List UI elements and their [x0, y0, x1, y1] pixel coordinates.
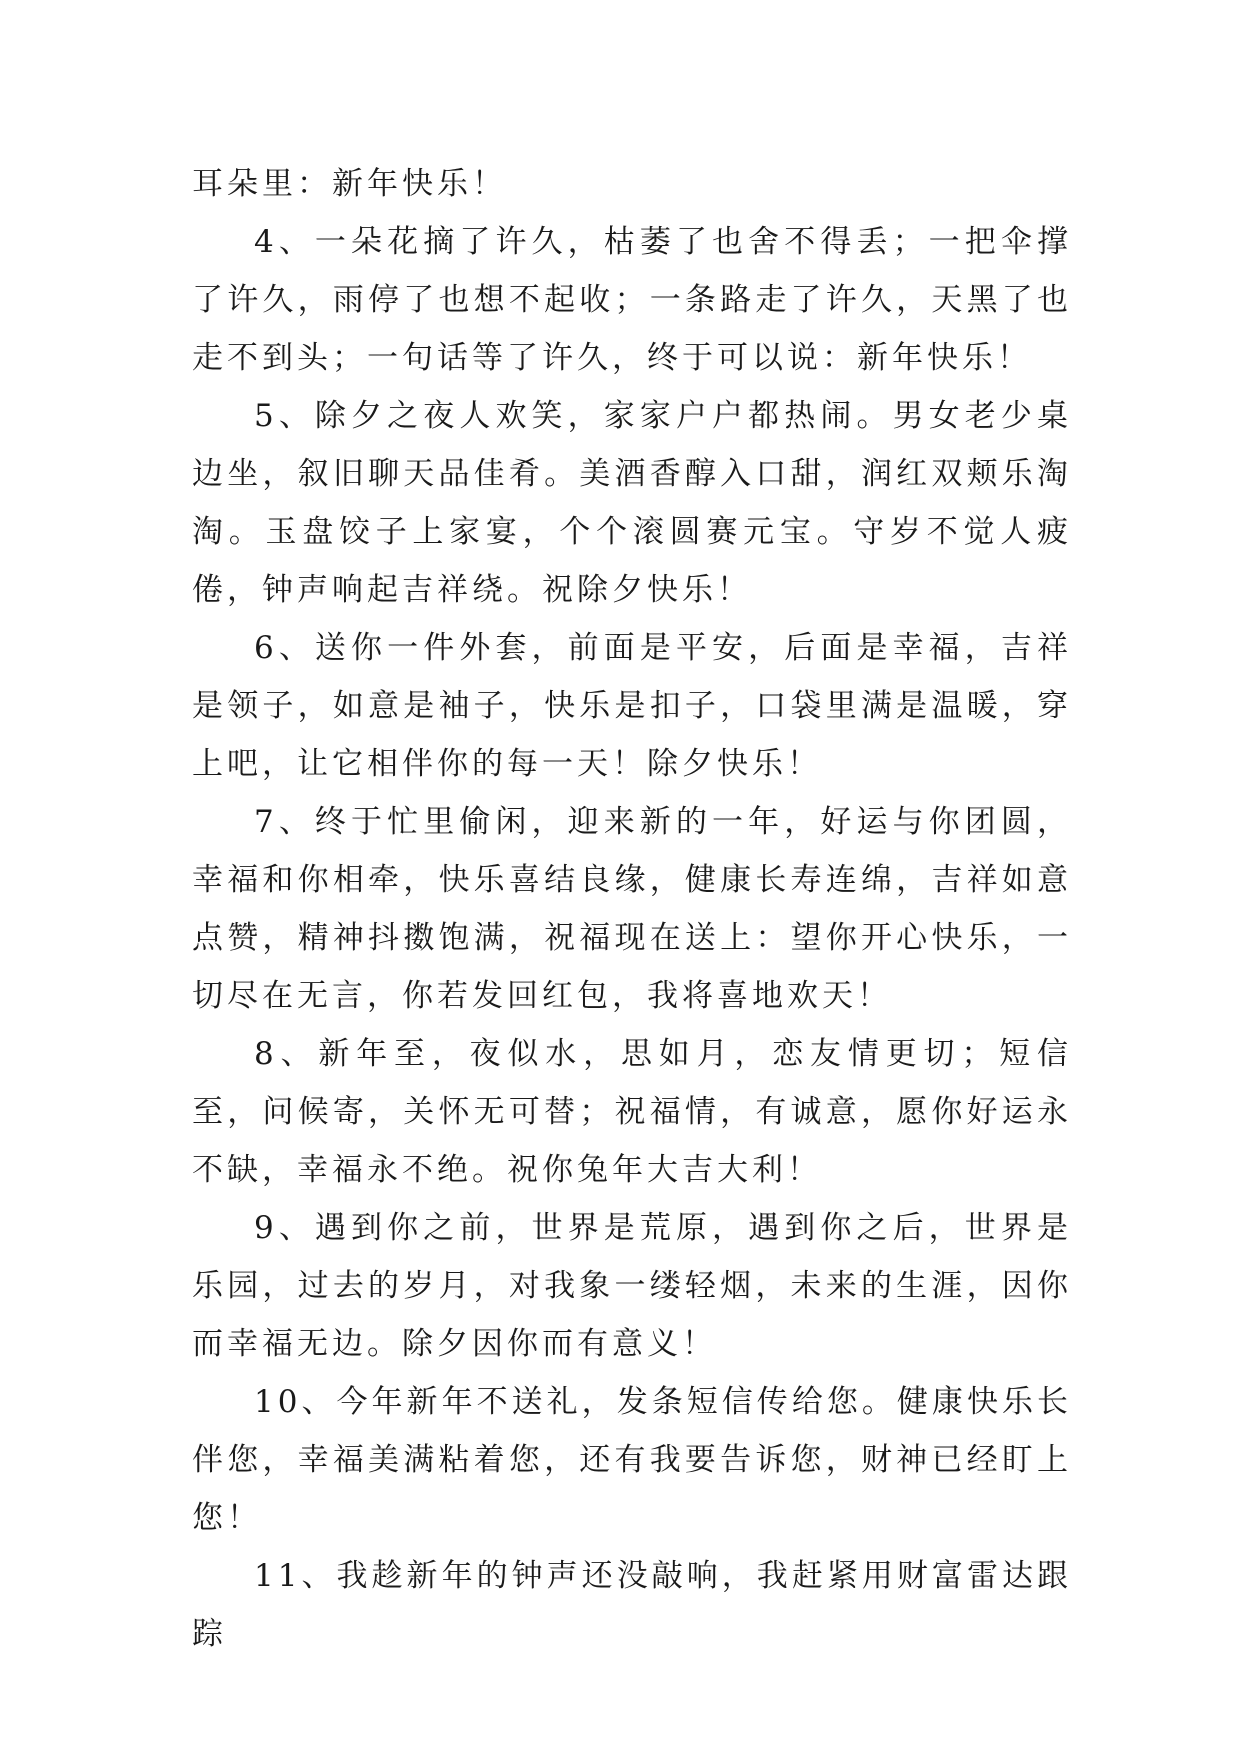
paragraph-item-8: 8、新年至，夜似水，思如月，恋友情更切；短信至，问候寄，关怀无可替；祝福情，有诚意，愿你好运永不缺，幸福永不绝。祝你兔年大吉大利！	[192, 1036, 1072, 1188]
paragraph-item-7: 7、终于忙里偷闲，迎来新的一年，好运与你团圆，幸福和你相牵，快乐喜结良缘，健康长寿连绵，吉祥如意点赞，精神抖擞饱满，祝福现在送上：望你开心快乐，一切尽在无言，你若发回红包，我将喜地欢天！	[192, 804, 1072, 1014]
paragraph-continuation: 耳朵里：新年快乐！	[192, 166, 507, 202]
paragraph-item-11: 11、我趁新年的钟声还没敲响，我赶紧用财富雷达跟踪	[192, 1558, 1072, 1652]
paragraph-item-4: 4、一朵花摘了许久，枯萎了也舍不得丢；一把伞撑了许久，雨停了也想不起收；一条路走了许久，天黑了也走不到头；一句话等了许久，终于可以说：新年快乐！	[192, 224, 1072, 376]
document-body	[192, 155, 1072, 1663]
paragraph-item-9: 9、遇到你之前，世界是荒原，遇到你之后，世界是乐园，过去的岁月，对我象一缕轻烟，未来的生涯，因你而幸福无边。除夕因你而有意义！	[192, 1210, 1072, 1362]
paragraph-item-5: 5、除夕之夜人欢笑，家家户户都热闹。男女老少桌边坐，叙旧聊天品佳肴。美酒香醇入口甜，润红双颊乐淘淘。玉盘饺子上家宴，个个滚圆赛元宝。守岁不觉人疲倦，钟声响起吉祥绕。祝除夕快乐！	[192, 398, 1072, 608]
paragraph-item-6: 6、送你一件外套，前面是平安，后面是幸福，吉祥是领子，如意是袖子，快乐是扣子，口袋里满是温暖，穿上吧，让它相伴你的每一天！除夕快乐！	[192, 630, 1072, 782]
paragraph-item-10: 10、今年新年不送礼，发条短信传给您。健康快乐长伴您，幸福美满粘着您，还有我要告诉您，财神已经盯上您！	[192, 1384, 1072, 1536]
